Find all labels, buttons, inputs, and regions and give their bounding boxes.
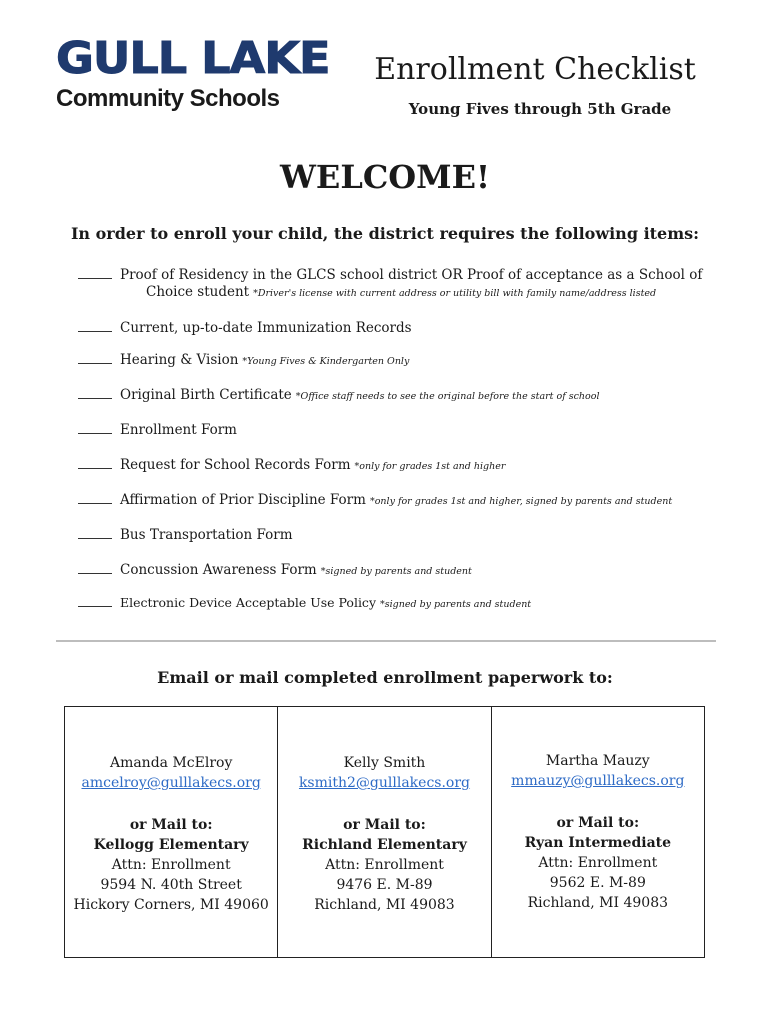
check-blank[interactable] — [78, 266, 112, 279]
attn-line: Attn: Enrollment — [111, 857, 231, 873]
item-note: *Driver's license with current address or utility bill with family name/address listed — [253, 288, 657, 299]
checklist-item-device-policy — [78, 594, 531, 610]
item-text: Electronic Device Acceptable Use Policy — [120, 595, 376, 610]
checklist-item-immunization — [78, 319, 416, 336]
item-note: *only for grades 1st and higher, signed by parents and student — [369, 496, 673, 507]
check-blank[interactable] — [78, 526, 112, 539]
section-divider — [56, 640, 716, 642]
item-note: *signed by parents and student — [320, 566, 472, 577]
contact-name: Martha Mauzy — [545, 753, 650, 769]
check-blank[interactable] — [78, 491, 112, 504]
item-note: *only for grades 1st and higher — [354, 461, 506, 472]
checklist-item-residency — [78, 266, 703, 300]
contact-name: Amanda McElroy — [109, 755, 233, 771]
item-text: Bus Transportation Form — [120, 527, 293, 543]
item-continuation: Choice student *Driver's license with current address or utility bill with family name/address listed — [146, 284, 657, 300]
checklist-item-hearing-vision — [78, 351, 409, 368]
intro-text: In order to enroll your child, the district requires the following items: — [70, 224, 700, 243]
mail-heading: Email or mail completed enrollment paperwork to: — [157, 668, 613, 687]
document-title: Enrollment Checklist — [374, 52, 696, 87]
checklist-item-birth-certificate — [78, 386, 600, 403]
item-text: Concussion Awareness Form — [120, 562, 317, 578]
check-blank[interactable] — [78, 386, 112, 399]
checklist-item-enrollment-form — [78, 421, 241, 438]
checklist-item-school-records — [78, 456, 505, 473]
check-blank[interactable] — [78, 421, 112, 434]
contact-kellogg — [65, 707, 278, 957]
item-note: *signed by parents and student — [380, 599, 532, 610]
check-blank[interactable] — [78, 319, 112, 332]
checklist-item-bus — [78, 526, 297, 543]
contacts-table — [64, 706, 705, 958]
document-subtitle: Young Fives through 5th Grade — [408, 100, 672, 118]
school-name: Ryan Intermediate — [524, 835, 672, 851]
item-text: Original Birth Certificate — [120, 387, 292, 403]
check-blank[interactable] — [78, 594, 112, 607]
item-text: Proof of Residency in the GLCS school district OR Proof of acceptance as a School of — [120, 267, 703, 283]
item-text: Request for School Records Form — [120, 457, 351, 473]
attn-line: Attn: Enrollment — [538, 855, 658, 871]
check-blank[interactable] — [78, 456, 112, 469]
logo-subtext: Community Schools — [56, 85, 280, 112]
street-address: 9476 E. M-89 — [336, 877, 433, 893]
item-text: Enrollment Form — [120, 422, 237, 438]
logo-wordmark: GULL LAKE — [56, 33, 330, 84]
city-state-zip: Hickory Corners, MI 49060 — [73, 897, 269, 913]
checklist-item-concussion — [78, 561, 472, 578]
item-note: *Young Fives & Kindergarten Only — [242, 356, 410, 367]
school-name: Richland Elementary — [302, 837, 467, 853]
district-logo — [56, 33, 330, 114]
mail-label: or Mail to: — [556, 815, 640, 831]
item-text: Affirmation of Prior Discipline Form — [120, 492, 366, 508]
mail-label: or Mail to: — [343, 817, 426, 833]
check-blank[interactable] — [78, 561, 112, 574]
contact-richland — [278, 707, 491, 957]
item-text: Current, up-to-date Immunization Records — [120, 320, 412, 336]
item-text: Hearing & Vision — [120, 352, 239, 368]
city-state-zip: Richland, MI 49083 — [314, 897, 455, 913]
street-address: 9594 N. 40th Street — [100, 877, 242, 893]
welcome-heading: WELCOME! — [279, 158, 491, 196]
contact-email-link[interactable]: amcelroy@gulllakecs.org — [81, 775, 261, 791]
contact-email-link[interactable]: mmauzy@gulllakecs.org — [511, 773, 685, 789]
contact-ryan — [492, 707, 704, 957]
attn-line: Attn: Enrollment — [325, 857, 444, 873]
checklist-item-discipline — [78, 491, 672, 508]
contact-email-link[interactable]: ksmith2@gulllakecs.org — [298, 775, 471, 791]
street-address: 9562 E. M-89 — [549, 875, 646, 891]
school-name: Kellogg Elementary — [93, 837, 249, 853]
check-blank[interactable] — [78, 351, 112, 364]
contact-name: Kelly Smith — [343, 755, 426, 771]
city-state-zip: Richland, MI 49083 — [527, 895, 669, 911]
item-note: *Office staff needs to see the original before the start of school — [295, 391, 600, 402]
mail-label: or Mail to: — [129, 817, 213, 833]
